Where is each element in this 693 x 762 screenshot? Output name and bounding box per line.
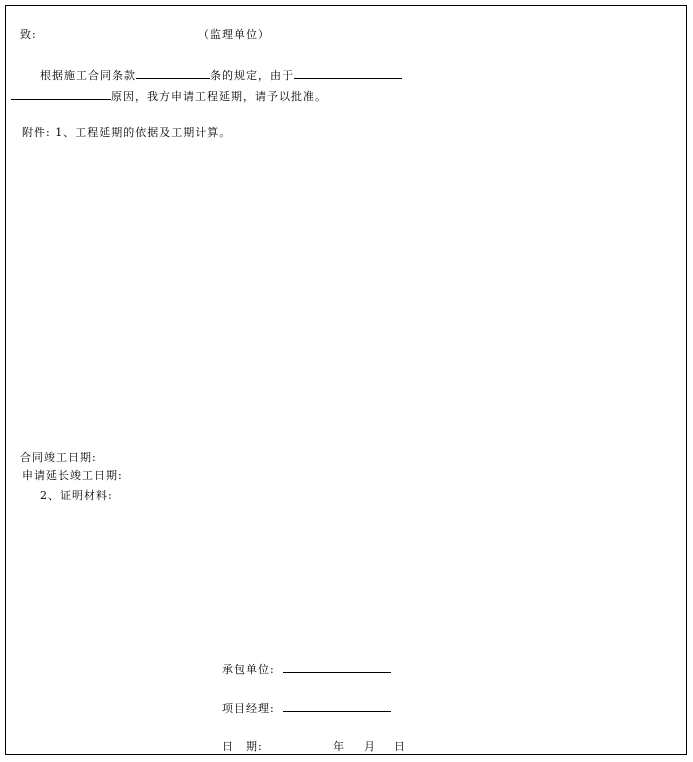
form-frame: [5, 5, 687, 755]
attachment-item-2: 2、证明材料:: [40, 489, 113, 502]
body-text-contract-clause: 根据施工合同条款: [40, 69, 136, 82]
request-body-line-2: [11, 88, 327, 104]
supervisor-unit-label: （监理单位）: [198, 28, 270, 41]
to-label: 致:: [20, 28, 37, 41]
contract-completion-date-label: 合同竣工日期:: [20, 451, 97, 464]
contractor-unit-row: [222, 661, 391, 677]
contractor-unit-blank: [283, 661, 391, 673]
contractor-unit-label: 承包单位:: [222, 663, 275, 676]
month-label: 月: [364, 740, 376, 753]
body-text-provision: 条的规定，由于: [210, 69, 294, 82]
requested-completion-date-label: 申请延长竣工日期:: [22, 469, 123, 482]
day-label: 日: [394, 740, 406, 753]
project-manager-row: [222, 700, 391, 716]
attachment-item-1: 附件: 1、工程延期的依据及工期计算。: [22, 126, 232, 139]
reason-blank-1: [294, 67, 402, 79]
year-label: 年: [333, 740, 345, 753]
request-body-line-1: [40, 67, 402, 83]
project-manager-label: 项目经理:: [222, 702, 275, 715]
reason-blank-2: [11, 88, 111, 100]
body-text-reason: 原因，我方申请工程延期，请予以批准。: [111, 90, 327, 103]
project-manager-blank: [283, 700, 391, 712]
date-label: 日 期:: [222, 740, 263, 753]
clause-blank: [136, 67, 210, 79]
